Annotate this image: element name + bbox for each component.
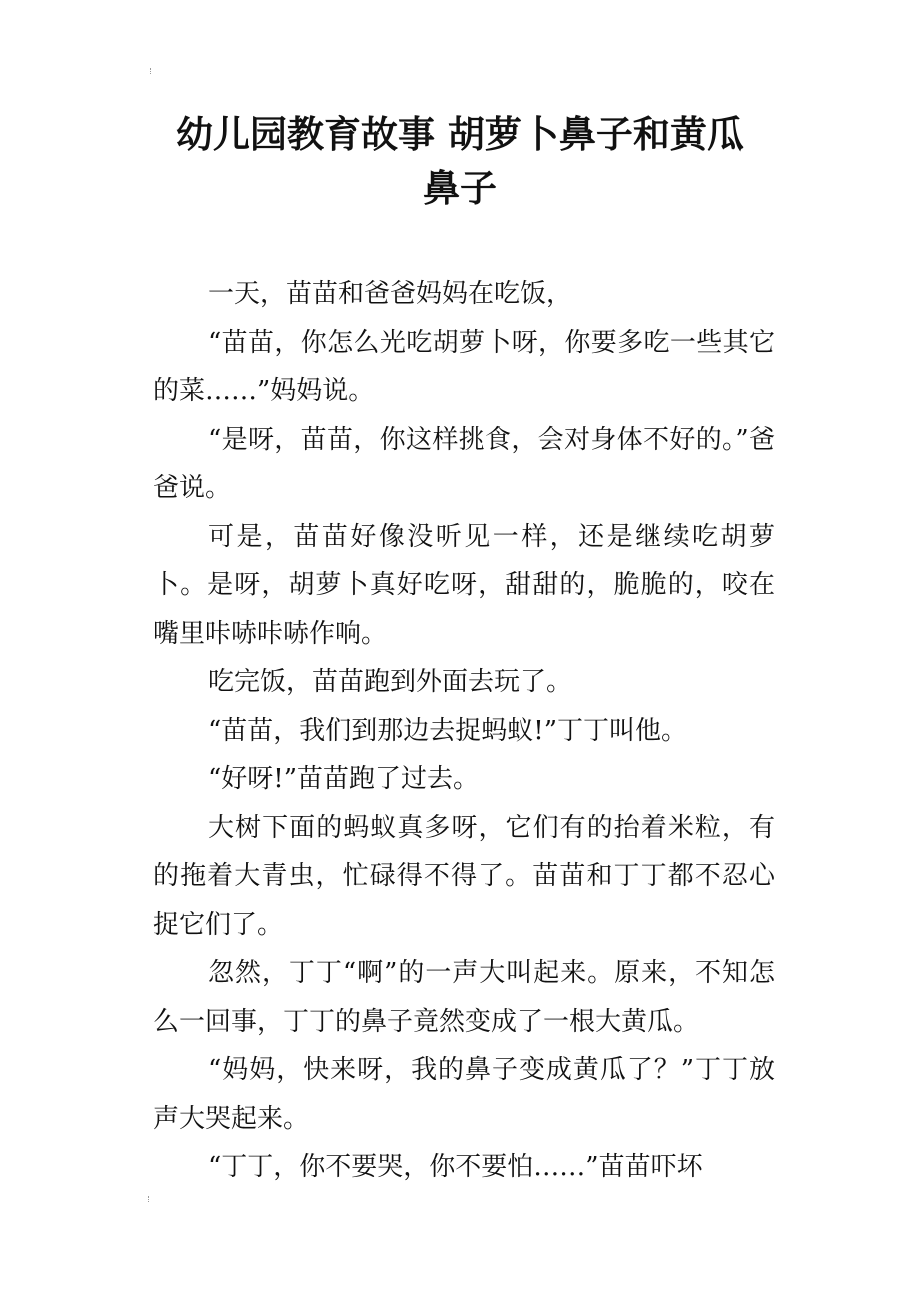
scan-mark bbox=[148, 1196, 152, 1202]
title-line-2: 鼻子 bbox=[423, 167, 497, 210]
paragraph: “妈妈，快来呀，我的鼻子变成黄瓜了？”丁丁放声大哭起来。 bbox=[153, 1055, 775, 1134]
title-line-1: 幼儿园教育故事 胡萝卜鼻子和黄瓜 bbox=[176, 113, 744, 156]
paragraph: 一天，苗苗和爸爸妈妈在吃饭， bbox=[208, 279, 573, 309]
story-body bbox=[153, 270, 775, 1192]
paragraph: “苗苗，我们到那边去捉蚂蚁!”丁丁叫他。 bbox=[208, 715, 688, 746]
scan-mark bbox=[150, 68, 154, 74]
paragraph: “好呀!”苗苗跑了过去。 bbox=[208, 764, 480, 794]
paragraph: “丁丁，你不要哭，你不要怕……”苗苗吓坏 bbox=[208, 1152, 703, 1182]
paragraph: “苗苗，你怎么光吃胡萝卜呀，你要多吃一些其它的菜……”妈妈说。 bbox=[153, 327, 775, 406]
page-title bbox=[100, 108, 820, 216]
paragraph: 吃完饭，苗苗跑到外面去玩了。 bbox=[208, 667, 573, 697]
paragraph: “是呀，苗苗，你这样挑食，会对身体不好的。”爸爸说。 bbox=[153, 424, 775, 503]
paragraph: 大树下面的蚂蚁真多呀，它们有的抬着米粒，有的拖着大青虫，忙碌得不得了。苗苗和丁丁都不忍心捉它们了。 bbox=[153, 812, 775, 940]
paragraph: 忽然，丁丁“啊”的一声大叫起来。原来，不知怎么一回事，丁丁的鼻子竟然变成了一根大黄瓜。 bbox=[153, 958, 775, 1037]
paragraph: 可是，苗苗好像没听见一样，还是继续吃胡萝卜。是呀，胡萝卜真好吃呀，甜甜的，脆脆的，咬在嘴里咔哧咔哧作响。 bbox=[153, 521, 775, 649]
